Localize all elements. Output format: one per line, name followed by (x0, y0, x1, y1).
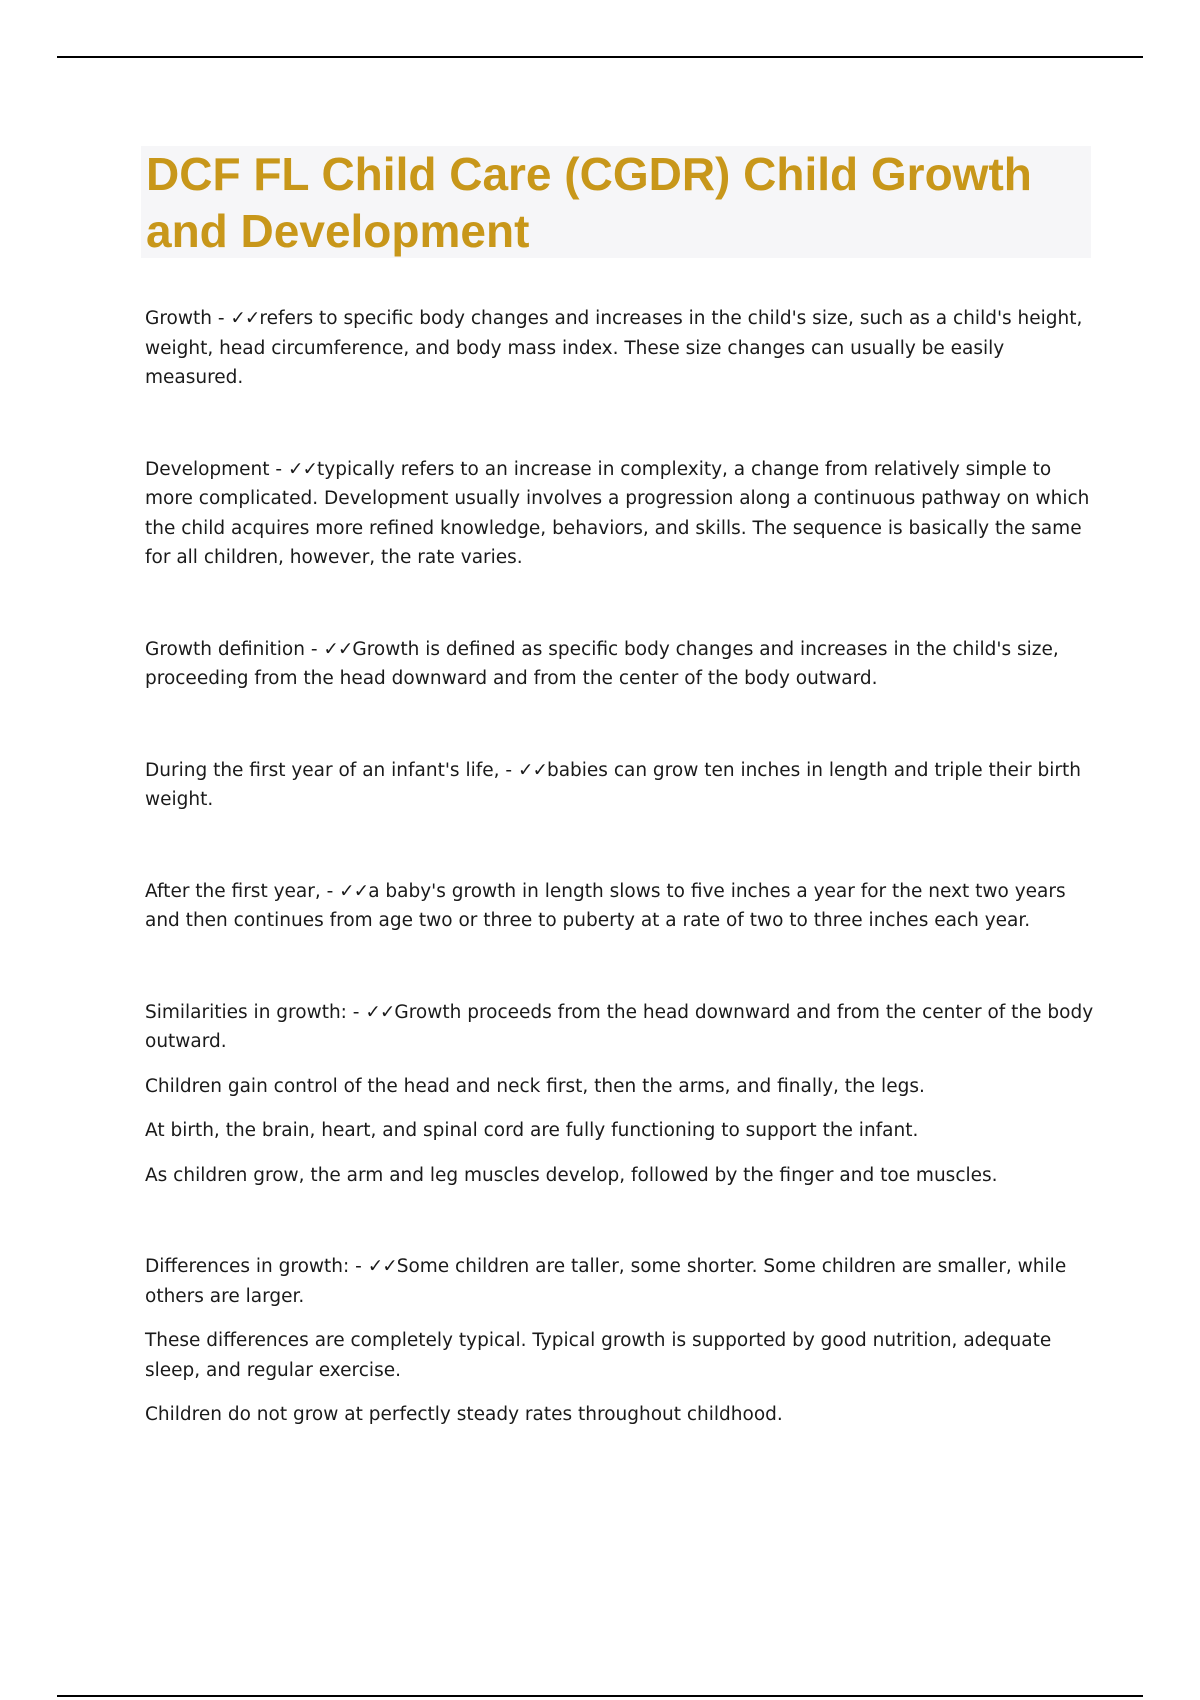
entry-definition: Some children are taller, some shorter. Some children are smaller, while others are larger. (145, 1256, 1067, 1307)
entry-separator: - (499, 759, 518, 781)
entry-differences (145, 1252, 1095, 1430)
entry-development (145, 455, 1095, 573)
entry-growth (145, 304, 1095, 393)
double-check-icon: ✓✓ (339, 880, 369, 902)
entry-separator: - (346, 1001, 366, 1023)
entry-definition: typically refers to an increase in complexity, a change from relatively simple to more complicated. Development usually involves a progression along a continuous pathway on which the child acquires more refined knowledge, behaviors, and skills. The sequence is basically the same for all children, however, the rate varies. (145, 458, 1090, 568)
double-check-icon: ✓✓ (365, 1001, 395, 1023)
entry-extra-paragraph: As children grow, the arm and leg muscles develop, followed by the finger and toe muscles. (145, 1164, 998, 1186)
document-title: DCF FL Child Care (CGDR) Child Growth and Development (146, 148, 1032, 257)
entry-similarities (145, 998, 1095, 1191)
entry-separator: - (320, 880, 340, 902)
entry-extra-paragraph: These differences are completely typical. Typical growth is supported by good nutrition, adequate sleep, and regular exercise. (145, 1330, 1052, 1381)
double-check-icon: ✓✓ (230, 308, 260, 329)
entry-extra-paragraph: Children gain control of the head and neck first, then the arms, and finally, the legs. (145, 1075, 925, 1097)
double-check-icon: ✓✓ (287, 458, 317, 480)
entry-definition: Growth is defined as specific body changes and increases in the child's size, proceeding from the head downward and from the center of the body outward. (145, 638, 1059, 689)
entry-definition: refers to specific body changes and increases in the child's size, such as a child's height, weight, head circumference, and body mass index. These size changes can usually be easily measured. (145, 308, 1083, 388)
document-body (145, 304, 1095, 1492)
entry-paragraph (145, 455, 1095, 573)
entry-first-year (145, 756, 1095, 815)
entry-paragraph (145, 1252, 1095, 1311)
entry-paragraph (145, 877, 1095, 936)
entry-term: After the first year, (145, 880, 321, 902)
entry-term: During the first year of an infant's life, (145, 759, 500, 781)
entry-extra-paragraph: Children do not grow at perfectly steady rates throughout childhood. (145, 1404, 783, 1425)
entry-growth-definition (145, 635, 1095, 694)
bottom-rule (57, 1695, 1143, 1697)
top-rule (57, 56, 1143, 58)
entry-definition: Growth proceeds from the head downward and from the center of the body outward. (145, 1001, 1094, 1052)
entry-paragraph (145, 756, 1095, 815)
entry-separator: - (304, 638, 324, 660)
double-check-icon: ✓✓ (323, 638, 353, 660)
entry-definition: babies can grow ten inches in length and triple their birth weight. (145, 759, 1081, 810)
entry-term: Growth (145, 308, 212, 329)
entry-after-first-year (145, 877, 1095, 936)
entry-term: Growth definition (145, 638, 305, 660)
entry-definition: a baby's growth in length slows to five inches a year for the next two years and then continues from age two or three to puberty at a rate of two to three inches each year. (145, 880, 1066, 931)
entry-term: Development (145, 458, 270, 480)
entry-term: Differences in growth: (145, 1256, 350, 1277)
entry-paragraph (145, 998, 1095, 1057)
entry-paragraph (145, 635, 1095, 694)
double-check-icon: ✓✓ (517, 759, 547, 781)
entry-paragraph (145, 304, 1095, 393)
entry-term: Similarities in growth: (145, 1001, 347, 1023)
entry-separator: - (349, 1256, 368, 1277)
entry-separator: - (269, 458, 288, 480)
double-check-icon: ✓✓ (367, 1256, 397, 1277)
entry-extra-paragraph: At birth, the brain, heart, and spinal cord are fully functioning to support the infant. (145, 1120, 919, 1141)
entry-separator: - (211, 308, 231, 329)
